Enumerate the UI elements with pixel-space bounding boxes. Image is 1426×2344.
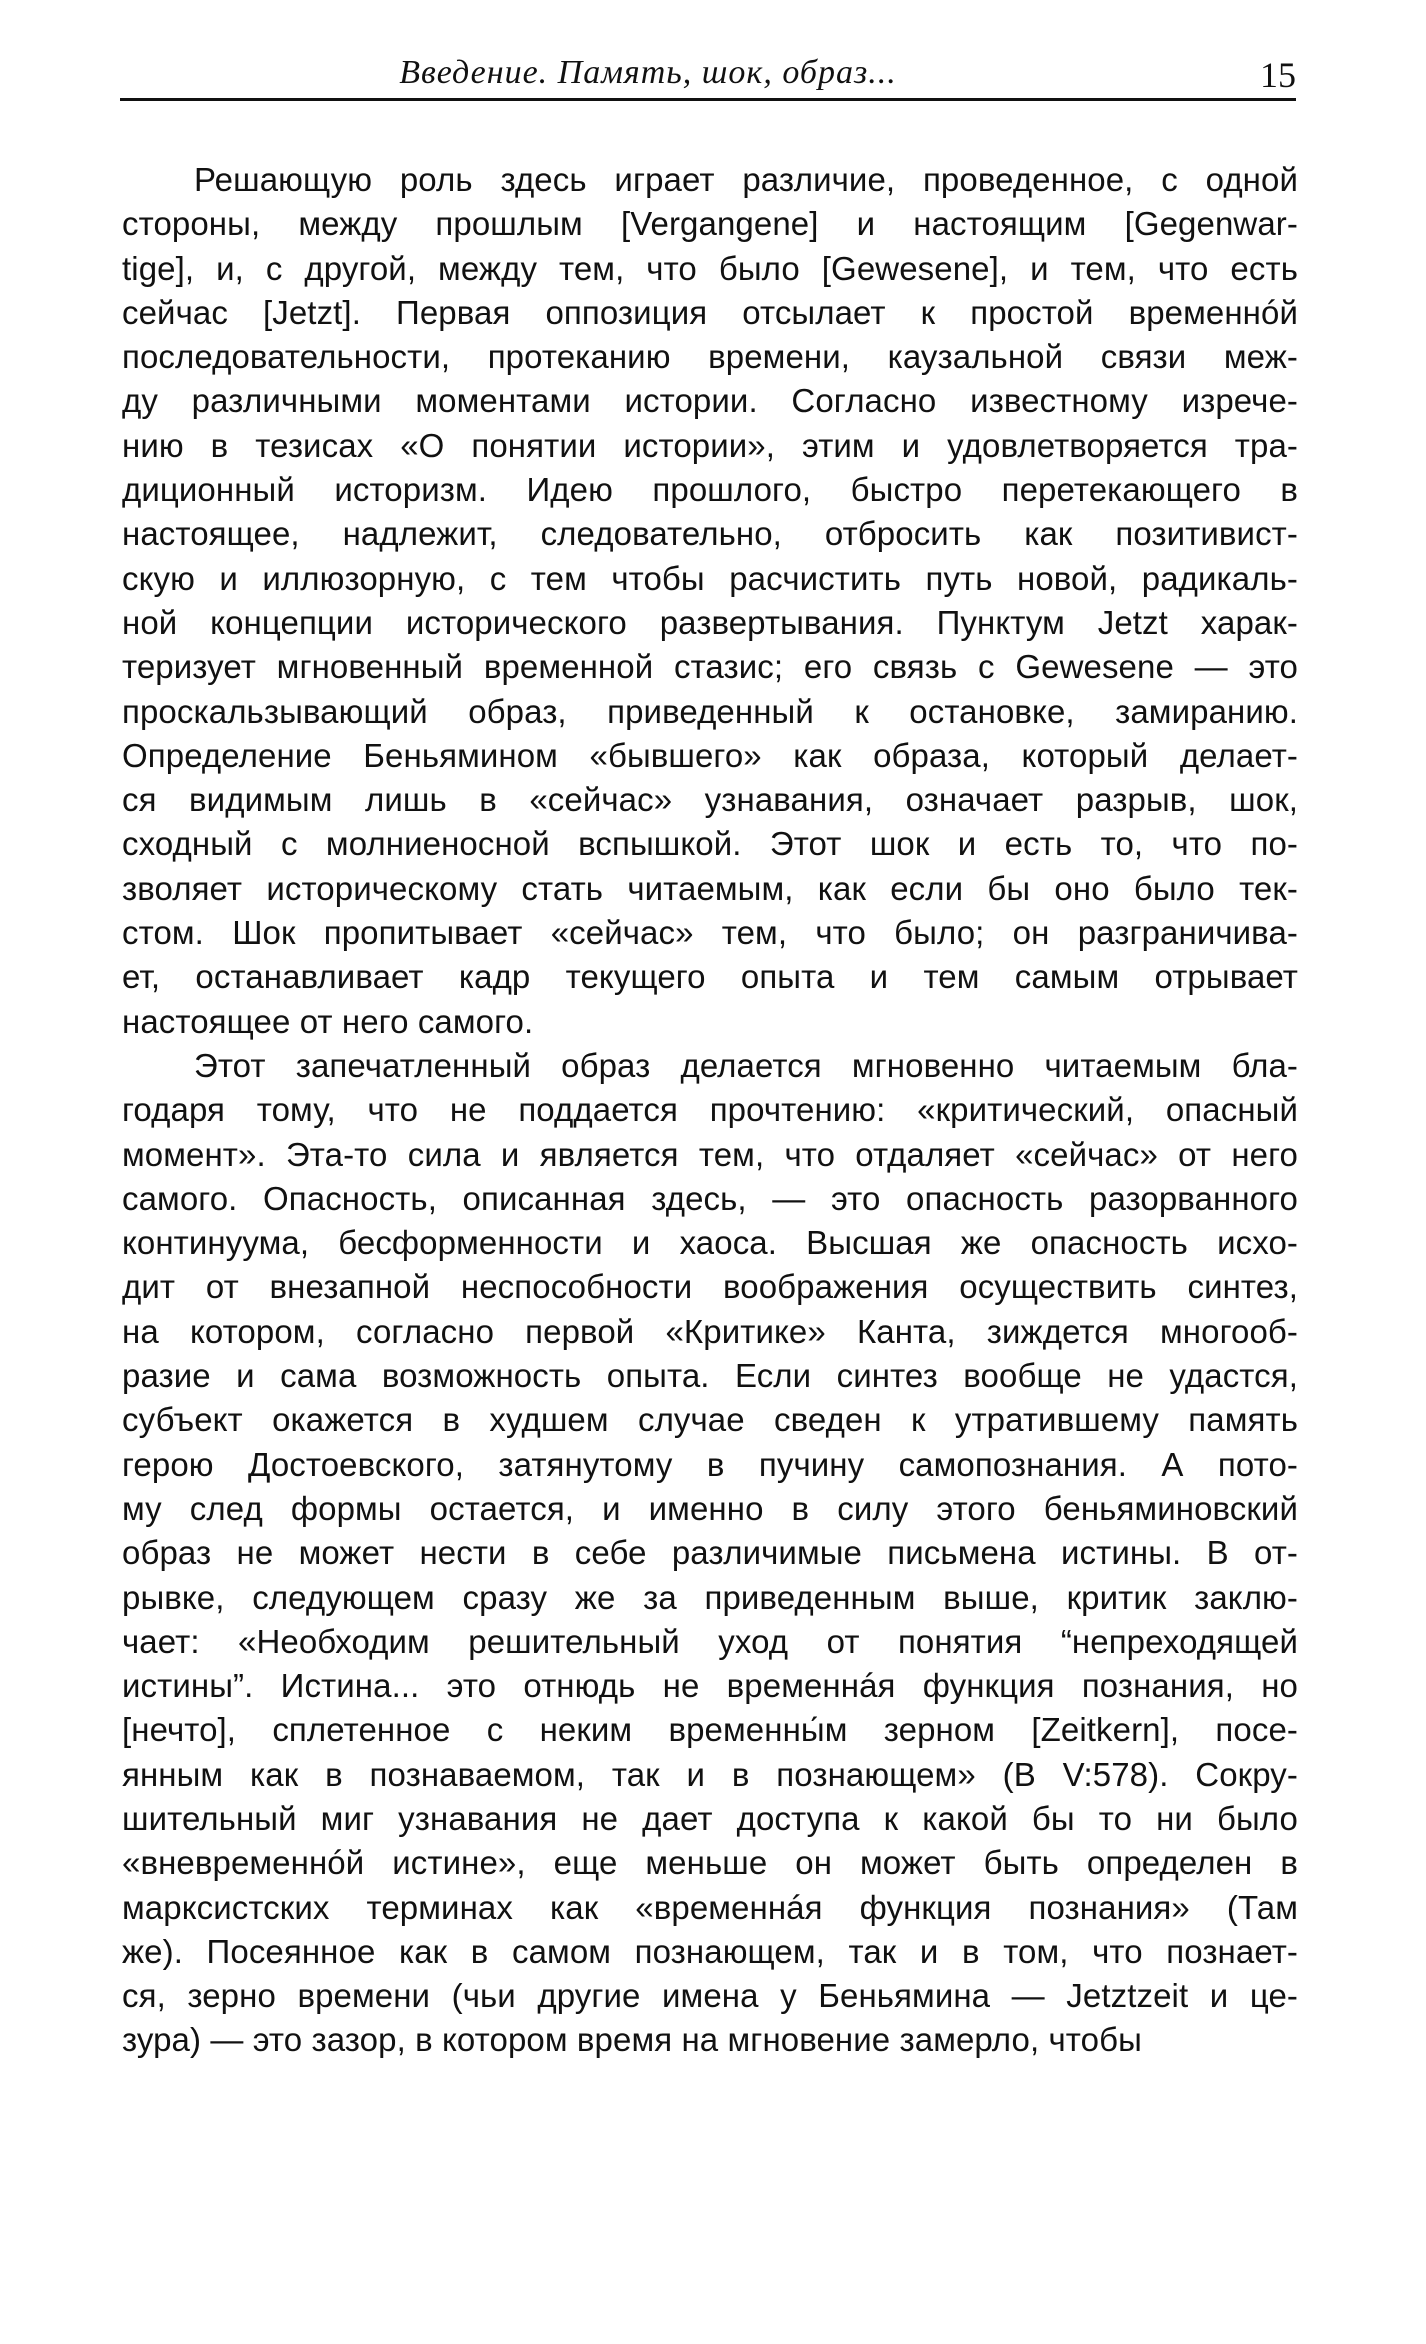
text-line: дит от внезапной неспособности воображения осуществить синтез, [122,1268,1298,1306]
text-line: проскальзывающий образ, приведенный к остановке, замиранию. [122,692,1298,730]
text-line: скую и иллюзорную, с тем чтобы расчистить путь новой, радикаль- [122,559,1298,597]
text-line: же). Посеянное как в самом познающем, так и в том, что познает- [122,1932,1298,1970]
text-line: шительный миг узнавания не дает доступа к какой бы то ни было [122,1799,1298,1837]
text-line: настоящее от него самого. [122,1002,534,1040]
text-line: диционный историзм. Идею прошлого, быстро перетекающего в [122,471,1298,509]
text-line: марксистских терминах как «временнáя функция познания» (Там [122,1888,1298,1926]
text-line: Определение Беньямином «бывшего» как образа, который делает- [122,736,1298,774]
text-line: континуума, бесформенности и хаоса. Высшая же опасность исхо- [122,1224,1298,1262]
text-line: стороны, между прошлым [Vergangene] и настоящим [Gegenwar- [122,205,1298,243]
text-line: субъект окажется в худшем случае сведен к утратившему память [122,1401,1298,1439]
running-header [120,52,1296,101]
text-line: Этот запечатленный образ делается мгновенно читаемым бла- [194,1046,1298,1084]
text-line: ся видимым лишь в «сейчас» узнавания, означает разрыв, шок, [122,781,1298,819]
text-line: теризует мгновенный временной стазис; его связь с Gewesene — это [122,648,1298,686]
text-line: «вневременнóй истине», еще меньше он может быть определен в [122,1844,1298,1882]
text-line: годаря тому, что не поддается прочтению: «критический, опасный [122,1091,1298,1129]
text-line: момент». Эта-то сила и является тем, что отдаляет «сейчас» от него [122,1135,1298,1173]
text-line: последовательности, протеканию времени, каузальной связи меж- [122,338,1298,376]
text-line: настоящее, надлежит, следовательно, отбросить как позитивист- [122,515,1298,553]
text-line: нию в тезисах «О понятии истории», этим и удовлетворяется тра- [122,426,1298,464]
paragraph [122,158,1298,1044]
text-line: на котором, согласно первой «Критике» Канта, зиждется многооб- [122,1312,1298,1350]
text-line: истины”. Истина... это отнюдь не временнáя функция познания, но [122,1667,1298,1705]
text-line: му след формы остается, и именно в силу этого беньяминовский [122,1489,1298,1527]
paragraph [122,1044,1298,2063]
text-line: разие и сама возможность опыта. Если синтез вообще не удастся, [122,1357,1298,1395]
text-line: стом. Шок пропитывает «сейчас» тем, что было; он разграничива- [122,914,1298,952]
text-line: образ не может нести в себе различимые письмена истины. В от- [122,1534,1298,1572]
text-line: чает: «Необходим решительный уход от понятия “непреходящей [122,1622,1298,1660]
text-line: янным как в познаваемом, так и в познающем» (B V:578). Сокру- [122,1755,1298,1793]
text-line: Решающую роль здесь играет различие, проведенное, с одной [194,161,1298,198]
text-line: самого. Опасность, описанная здесь, — это опасность разорванного [122,1179,1298,1217]
text-line: зура) — это зазор, в котором время на мгновение замерло, чтобы [122,2021,1142,2059]
body-text [122,158,1298,2063]
text-line: рывке, следующем сразу же за приведенным выше, критик заклю- [122,1578,1298,1616]
text-line: ет, останавливает кадр текущего опыта и тем самым отрывает [122,958,1298,996]
running-header-title: Введение. Память, шок, образ... [399,54,897,91]
text-line: tige], и, с другой, между тем, что было [Gewesene], и тем, что есть [122,249,1298,287]
text-line: [нечто], сплетенное с неким временны́м зерном [Zeitkern], посе- [122,1711,1298,1749]
text-line: ся, зерно времени (чьи другие имена у Беньямина — Jetztzeit и це- [122,1977,1298,2015]
text-line: ду различными моментами истории. Согласно известному изрече- [122,382,1298,420]
text-line: зволяет историческому стать читаемым, как если бы оно было тек- [122,869,1298,907]
text-line: герою Достоевского, затянутому в пучину самопознания. А пото- [122,1445,1298,1483]
page-number: 15 [1260,55,1296,95]
text-line: ной концепции исторического развертывания. Пунктум Jetzt харак- [122,603,1298,641]
text-line: сходный с молниеносной вспышкой. Этот шок и есть то, что по- [122,825,1298,863]
text-line: сейчас [Jetzt]. Первая оппозиция отсылает к простой временнóй [122,293,1298,331]
